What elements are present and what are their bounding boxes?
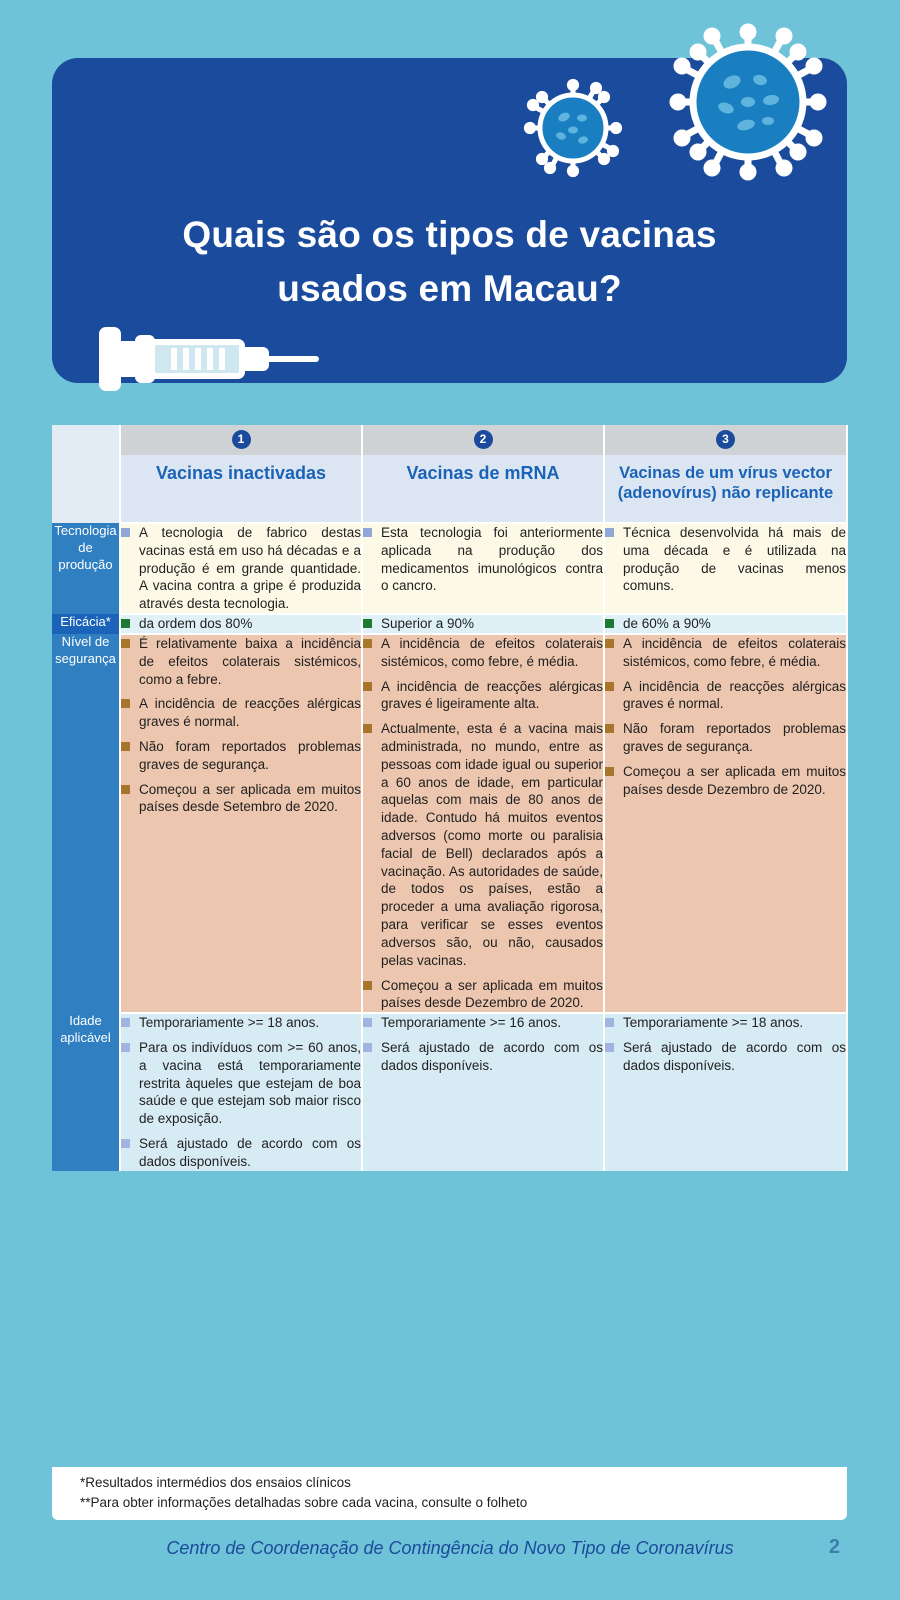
list-item: A tecnologia de fabrico destas vacinas está em uso há décadas e a produção é em grande quantidade. A vacina contra a gripe é produzida através desta tecnologia. [121,524,361,613]
row-label-technology: Tecnologia de produção [52,523,120,614]
cell-technology-mrna [362,523,604,614]
cell-efficacy-vector [604,614,847,634]
list-item: da ordem dos 80% [121,615,361,633]
list-item: Será ajustado de acordo com os dados disponíveis. [363,1039,603,1075]
badge-3: 3 [716,430,735,449]
list-item: Para os indivíduos com >= 60 anos, a vacina está temporariamente restrita àqueles que estejam de boa saúde e que estejam sob maior risco de exposição. [121,1039,361,1128]
row-label-age: Idade aplicável [52,1013,120,1171]
cell-safety-inactivated [120,634,362,1013]
footnotes [52,1467,847,1520]
list-item: Começou a ser aplicada em muitos países desde Dezembro de 2020. [605,763,846,799]
table-row-age [52,1013,847,1171]
list-item: Não foram reportados problemas graves de segurança. [605,720,846,756]
list-item: É relativamente baixa a incidência de efeitos colaterais sistémicos, como a febre. [121,635,361,688]
column-header-inactivated [120,455,362,523]
footnote-2: **Para obter informações detalhadas sobre cada vacina, consulte o folheto [80,1494,528,1510]
cell-age-inactivated [120,1013,362,1171]
cell-age-vector [604,1013,847,1171]
list-item: Temporariamente >= 16 anos. [363,1014,603,1032]
list-item: Será ajustado de acordo com os dados disponíveis. [605,1039,846,1075]
list-item: Superior a 90% [363,615,603,633]
page-title: Quais são os tipos de vacinas usados em Macau? [182,214,717,309]
footnote-1: *Resultados intermédios dos ensaios clínicos [80,1475,351,1490]
list-item: Começou a ser aplicada em muitos países desde Setembro de 2020. [121,781,361,817]
list-item: Começou a ser aplicada em muitos países desde Dezembro de 2020. [363,977,603,1013]
cell-technology-vector [604,523,847,614]
list-item: A incidência de efeitos colaterais sistémicos, como febre, é média. [363,635,603,671]
table-row-technology [52,523,847,614]
column-number-3 [604,425,847,455]
cell-efficacy-inactivated [120,614,362,634]
syringe-icon [88,312,328,412]
list-item: Será ajustado de acordo com os dados disponíveis. [121,1135,361,1171]
row-label-safety: Nível de segurança [52,634,120,1013]
column-number-1 [120,425,362,455]
list-item: A incidência de efeitos colaterais sistémicos, como febre, é média. [605,635,846,671]
column-header-vector [604,455,847,523]
cell-safety-mrna [362,634,604,1013]
column-title-2: Vacinas de mRNA [406,463,560,483]
column-title-1: Vacinas inactivadas [155,463,327,483]
list-item: A incidência de reacções alérgicas graves é normal. [605,678,846,714]
coronavirus-icon [523,78,623,178]
table-corner-2 [52,455,120,523]
page-footer-text: Centro de Coordenação de Contingência do Novo Tipo de Coronavírus [166,1538,734,1558]
cell-efficacy-mrna [362,614,604,634]
list-item: Actualmente, esta é a vacina mais administrada, no mundo, entre as pessoas com idade igual ou superior a 60 anos de idade, em particular aquelas com mais de 80 anos de idade. Contudo há muitos eventos adversos (como morte ou paralisia facial de Bell) declarados após a vacinação. As autoridades de saúde, de todos os países, estão a proceder a uma avaliação rigorosa, para verificar se esses eventos adversos são, ou não, causados pelas vacinas. [363,720,603,969]
column-header-row [52,455,847,523]
coronavirus-icon [668,22,828,182]
list-item: de 60% a 90% [605,615,846,633]
row-label-efficacy: Eficácia* [52,614,120,634]
vaccine-comparison-table [52,425,848,1171]
cell-age-mrna [362,1013,604,1171]
table-row-efficacy [52,614,847,634]
badge-2: 2 [474,430,493,449]
column-title-3: Vacinas de um vírus vector (adenovírus) não replicante [617,464,834,503]
list-item: A incidência de reacções alérgicas graves é ligeiramente alta. [363,678,603,714]
column-number-2 [362,425,604,455]
badge-1: 1 [232,430,251,449]
list-item: Técnica desenvolvida há mais de uma década e é utilizada na produção de vacinas menos comuns. [605,524,846,595]
column-number-row [52,425,847,455]
column-header-mrna [362,455,604,523]
list-item: Esta tecnologia foi anteriormente aplicada na produção dos medicamentos imunológicos contra o cancro. [363,524,603,595]
list-item: Temporariamente >= 18 anos. [605,1014,846,1032]
table-corner [52,425,120,455]
cell-safety-vector [604,634,847,1013]
list-item: Não foram reportados problemas graves de segurança. [121,738,361,774]
page-number: 2 [828,1536,840,1558]
list-item: Temporariamente >= 18 anos. [121,1014,361,1032]
table-row-safety [52,634,847,1013]
list-item: A incidência de reacções alérgicas graves é normal. [121,695,361,731]
cell-technology-inactivated [120,523,362,614]
